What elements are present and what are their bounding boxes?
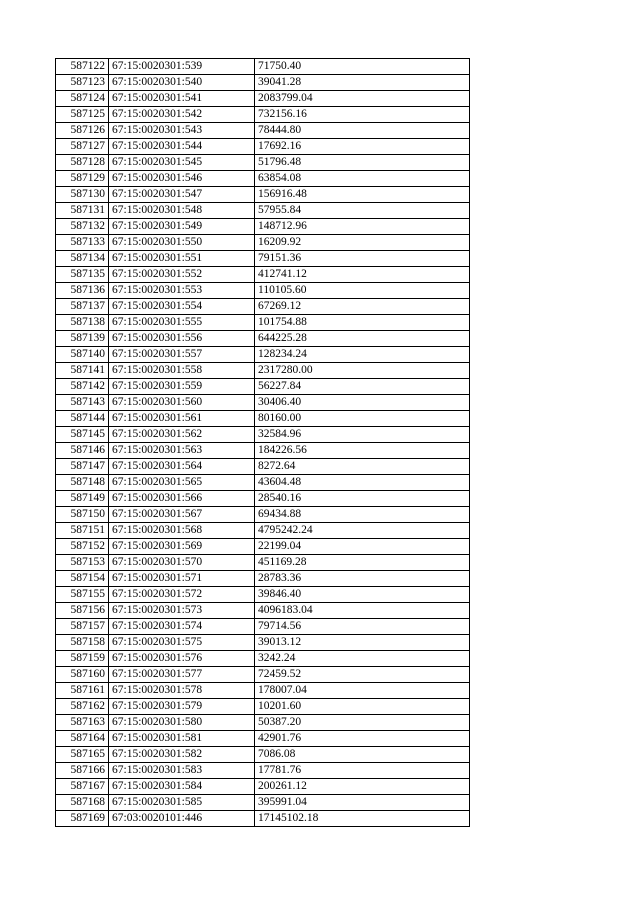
table-row	[56, 187, 470, 203]
value-cell: 39013.12	[255, 635, 470, 651]
cadastral-number-cell: 67:15:0020301:580	[109, 715, 255, 731]
value-cell: 2083799.04	[255, 91, 470, 107]
value-cell: 412741.12	[255, 267, 470, 283]
table-row	[56, 155, 470, 171]
row-number-cell: 587148	[56, 475, 109, 491]
cadastral-number-cell: 67:15:0020301:542	[109, 107, 255, 123]
cadastral-number-cell: 67:15:0020301:579	[109, 699, 255, 715]
table-row	[56, 507, 470, 523]
cadastral-number-cell: 67:15:0020301:556	[109, 331, 255, 347]
value-cell: 110105.60	[255, 283, 470, 299]
table-row	[56, 571, 470, 587]
table-row	[56, 763, 470, 779]
table-row	[56, 811, 470, 827]
cadastral-number-cell: 67:15:0020301:563	[109, 443, 255, 459]
row-number-cell: 587143	[56, 395, 109, 411]
cadastral-number-cell: 67:15:0020301:581	[109, 731, 255, 747]
cadastral-number-cell: 67:15:0020301:541	[109, 91, 255, 107]
row-number-cell: 587165	[56, 747, 109, 763]
row-number-cell: 587168	[56, 795, 109, 811]
table-row	[56, 555, 470, 571]
row-number-cell: 587144	[56, 411, 109, 427]
value-cell: 451169.28	[255, 555, 470, 571]
row-number-cell: 587154	[56, 571, 109, 587]
table-row	[56, 491, 470, 507]
table-row	[56, 331, 470, 347]
value-cell: 71750.40	[255, 59, 470, 75]
value-cell: 128234.24	[255, 347, 470, 363]
table-row	[56, 219, 470, 235]
table-row	[56, 315, 470, 331]
cadastral-number-cell: 67:15:0020301:551	[109, 251, 255, 267]
value-cell: 28540.16	[255, 491, 470, 507]
value-cell: 28783.36	[255, 571, 470, 587]
table-row	[56, 747, 470, 763]
table-row	[56, 587, 470, 603]
table-row	[56, 715, 470, 731]
table-row	[56, 779, 470, 795]
value-cell: 69434.88	[255, 507, 470, 523]
cadastral-number-cell: 67:15:0020301:544	[109, 139, 255, 155]
value-cell: 67269.12	[255, 299, 470, 315]
table-body	[56, 59, 470, 827]
table-row	[56, 699, 470, 715]
value-cell: 7086.08	[255, 747, 470, 763]
cadastral-number-cell: 67:15:0020301:560	[109, 395, 255, 411]
value-cell: 39041.28	[255, 75, 470, 91]
cadastral-number-cell: 67:15:0020301:583	[109, 763, 255, 779]
row-number-cell: 587167	[56, 779, 109, 795]
row-number-cell: 587130	[56, 187, 109, 203]
cadastral-number-cell: 67:15:0020301:573	[109, 603, 255, 619]
value-cell: 78444.80	[255, 123, 470, 139]
cadastral-number-cell: 67:15:0020301:585	[109, 795, 255, 811]
cadastral-number-cell: 67:15:0020301:569	[109, 539, 255, 555]
row-number-cell: 587150	[56, 507, 109, 523]
value-cell: 17781.76	[255, 763, 470, 779]
row-number-cell: 587138	[56, 315, 109, 331]
row-number-cell: 587153	[56, 555, 109, 571]
cadastral-number-cell: 67:15:0020301:546	[109, 171, 255, 187]
row-number-cell: 587147	[56, 459, 109, 475]
cadastral-number-cell: 67:15:0020301:575	[109, 635, 255, 651]
cadastral-number-cell: 67:15:0020301:557	[109, 347, 255, 363]
value-cell: 8272.64	[255, 459, 470, 475]
value-cell: 732156.16	[255, 107, 470, 123]
table-row	[56, 59, 470, 75]
cadastral-number-cell: 67:15:0020301:577	[109, 667, 255, 683]
value-cell: 16209.92	[255, 235, 470, 251]
row-number-cell: 587155	[56, 587, 109, 603]
cadastral-number-cell: 67:15:0020301:582	[109, 747, 255, 763]
value-cell: 50387.20	[255, 715, 470, 731]
value-cell: 79714.56	[255, 619, 470, 635]
table-row	[56, 91, 470, 107]
row-number-cell: 587132	[56, 219, 109, 235]
row-number-cell: 587149	[56, 491, 109, 507]
row-number-cell: 587133	[56, 235, 109, 251]
row-number-cell: 587160	[56, 667, 109, 683]
table-row	[56, 75, 470, 91]
row-number-cell: 587131	[56, 203, 109, 219]
cadastral-number-cell: 67:15:0020301:559	[109, 379, 255, 395]
table-row	[56, 603, 470, 619]
cadastral-number-cell: 67:15:0020301:564	[109, 459, 255, 475]
value-cell: 644225.28	[255, 331, 470, 347]
value-cell: 200261.12	[255, 779, 470, 795]
table-row	[56, 251, 470, 267]
cadastral-number-cell: 67:15:0020301:567	[109, 507, 255, 523]
cadastral-number-cell: 67:15:0020301:568	[109, 523, 255, 539]
cadastral-number-cell: 67:15:0020301:543	[109, 123, 255, 139]
cadastral-number-cell: 67:15:0020301:561	[109, 411, 255, 427]
row-number-cell: 587137	[56, 299, 109, 315]
row-number-cell: 587158	[56, 635, 109, 651]
table-row	[56, 363, 470, 379]
table-row	[56, 635, 470, 651]
cadastral-number-cell: 67:15:0020301:574	[109, 619, 255, 635]
cadastral-number-cell: 67:15:0020301:570	[109, 555, 255, 571]
value-cell: 10201.60	[255, 699, 470, 715]
table-row	[56, 411, 470, 427]
value-cell: 178007.04	[255, 683, 470, 699]
row-number-cell: 587146	[56, 443, 109, 459]
table-row	[56, 651, 470, 667]
row-number-cell: 587169	[56, 811, 109, 827]
row-number-cell: 587163	[56, 715, 109, 731]
cadastral-number-cell: 67:15:0020301:550	[109, 235, 255, 251]
row-number-cell: 587145	[56, 427, 109, 443]
table-row	[56, 123, 470, 139]
value-cell: 51796.48	[255, 155, 470, 171]
value-cell: 395991.04	[255, 795, 470, 811]
value-cell: 32584.96	[255, 427, 470, 443]
row-number-cell: 587159	[56, 651, 109, 667]
cadastral-number-cell: 67:15:0020301:576	[109, 651, 255, 667]
row-number-cell: 587125	[56, 107, 109, 123]
value-cell: 2317280.00	[255, 363, 470, 379]
cadastral-number-cell: 67:15:0020301:558	[109, 363, 255, 379]
row-number-cell: 587151	[56, 523, 109, 539]
table-row	[56, 619, 470, 635]
cadastral-number-cell: 67:03:0020101:446	[109, 811, 255, 827]
value-cell: 79151.36	[255, 251, 470, 267]
table-row	[56, 523, 470, 539]
cadastral-number-cell: 67:15:0020301:547	[109, 187, 255, 203]
cadastral-number-cell: 67:15:0020301:562	[109, 427, 255, 443]
table-row	[56, 475, 470, 491]
table-row	[56, 347, 470, 363]
row-number-cell: 587139	[56, 331, 109, 347]
cadastral-number-cell: 67:15:0020301:571	[109, 571, 255, 587]
row-number-cell: 587152	[56, 539, 109, 555]
value-cell: 101754.88	[255, 315, 470, 331]
row-number-cell: 587141	[56, 363, 109, 379]
cadastral-number-cell: 67:15:0020301:566	[109, 491, 255, 507]
cadastral-number-cell: 67:15:0020301:555	[109, 315, 255, 331]
cadastral-number-cell: 67:15:0020301:540	[109, 75, 255, 91]
table-row	[56, 267, 470, 283]
table-row	[56, 539, 470, 555]
value-cell: 4096183.04	[255, 603, 470, 619]
table-row	[56, 683, 470, 699]
value-cell: 63854.08	[255, 171, 470, 187]
value-cell: 3242.24	[255, 651, 470, 667]
value-cell: 17692.16	[255, 139, 470, 155]
row-number-cell: 587136	[56, 283, 109, 299]
table-row	[56, 299, 470, 315]
cadastral-number-cell: 67:15:0020301:572	[109, 587, 255, 603]
table-row	[56, 443, 470, 459]
row-number-cell: 587164	[56, 731, 109, 747]
value-cell: 56227.84	[255, 379, 470, 395]
row-number-cell: 587140	[56, 347, 109, 363]
table-row	[56, 203, 470, 219]
row-number-cell: 587124	[56, 91, 109, 107]
row-number-cell: 587142	[56, 379, 109, 395]
table-row	[56, 139, 470, 155]
value-cell: 43604.48	[255, 475, 470, 491]
value-cell: 57955.84	[255, 203, 470, 219]
table-row	[56, 459, 470, 475]
row-number-cell: 587135	[56, 267, 109, 283]
table-row	[56, 283, 470, 299]
value-cell: 42901.76	[255, 731, 470, 747]
value-cell: 80160.00	[255, 411, 470, 427]
row-number-cell: 587161	[56, 683, 109, 699]
value-cell: 39846.40	[255, 587, 470, 603]
table-row	[56, 731, 470, 747]
value-cell: 156916.48	[255, 187, 470, 203]
cadastral-number-cell: 67:15:0020301:552	[109, 267, 255, 283]
cadastral-number-cell: 67:15:0020301:553	[109, 283, 255, 299]
table-row	[56, 795, 470, 811]
cadastral-number-cell: 67:15:0020301:578	[109, 683, 255, 699]
cadastral-value-table	[55, 58, 470, 827]
table-row	[56, 395, 470, 411]
value-cell: 30406.40	[255, 395, 470, 411]
value-cell: 22199.04	[255, 539, 470, 555]
row-number-cell: 587156	[56, 603, 109, 619]
value-cell: 184226.56	[255, 443, 470, 459]
table-row	[56, 667, 470, 683]
value-cell: 72459.52	[255, 667, 470, 683]
table-row	[56, 107, 470, 123]
table-row	[56, 171, 470, 187]
table-row	[56, 235, 470, 251]
row-number-cell: 587162	[56, 699, 109, 715]
table-row	[56, 379, 470, 395]
row-number-cell: 587134	[56, 251, 109, 267]
cadastral-number-cell: 67:15:0020301:545	[109, 155, 255, 171]
cadastral-number-cell: 67:15:0020301:584	[109, 779, 255, 795]
cadastral-number-cell: 67:15:0020301:548	[109, 203, 255, 219]
value-cell: 4795242.24	[255, 523, 470, 539]
cadastral-number-cell: 67:15:0020301:565	[109, 475, 255, 491]
row-number-cell: 587127	[56, 139, 109, 155]
row-number-cell: 587122	[56, 59, 109, 75]
table-row	[56, 427, 470, 443]
row-number-cell: 587123	[56, 75, 109, 91]
row-number-cell: 587157	[56, 619, 109, 635]
value-cell: 17145102.18	[255, 811, 470, 827]
row-number-cell: 587126	[56, 123, 109, 139]
cadastral-number-cell: 67:15:0020301:549	[109, 219, 255, 235]
row-number-cell: 587129	[56, 171, 109, 187]
cadastral-number-cell: 67:15:0020301:539	[109, 59, 255, 75]
row-number-cell: 587166	[56, 763, 109, 779]
row-number-cell: 587128	[56, 155, 109, 171]
cadastral-number-cell: 67:15:0020301:554	[109, 299, 255, 315]
value-cell: 148712.96	[255, 219, 470, 235]
